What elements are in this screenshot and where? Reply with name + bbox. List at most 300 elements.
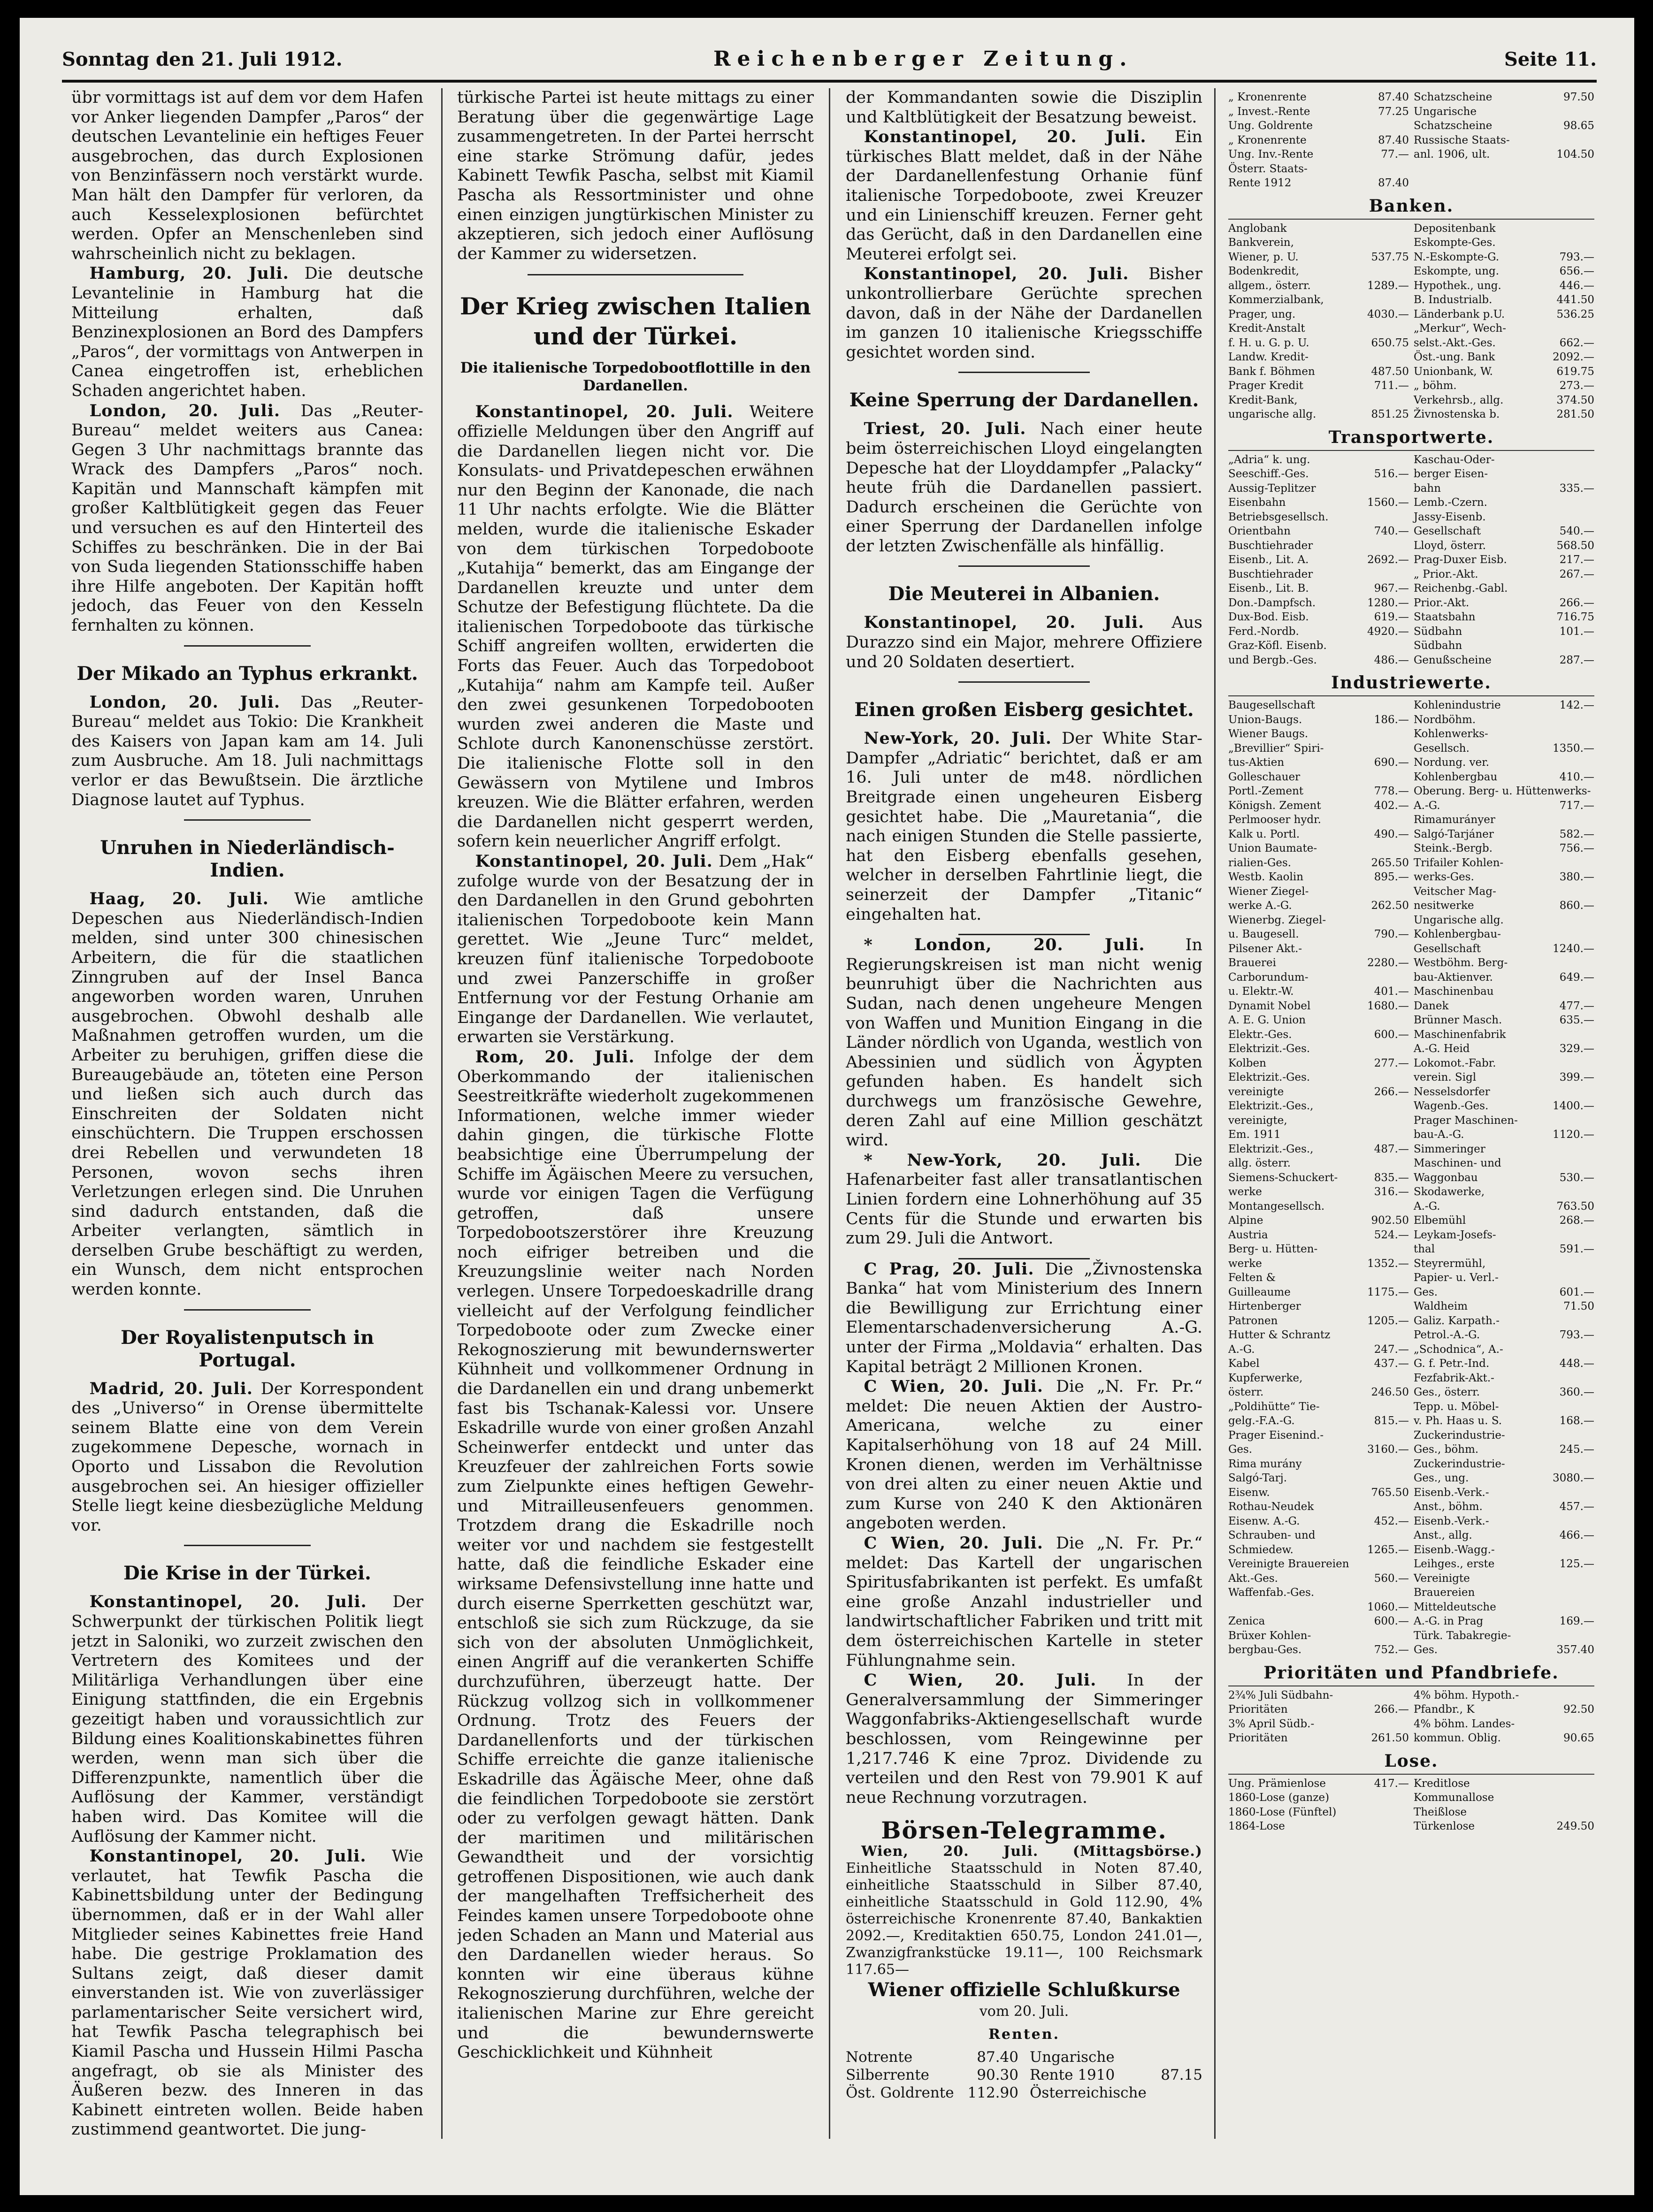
market-entry (1228, 596, 1409, 610)
security-name: Eisenw. A.-G. (1228, 1515, 1300, 1527)
security-price: 1175.— (1367, 1286, 1409, 1298)
market-entry (1414, 1791, 1594, 1805)
security-name: Salgó-Tarj. (1228, 1472, 1287, 1484)
market-entry (1228, 1543, 1409, 1557)
security-name: Ung. Inv.-Rente (1228, 148, 1314, 160)
security-name: Siemens-Schuckert- (1228, 1171, 1338, 1184)
security-name: Eisenb.-Verk.- (1414, 1515, 1489, 1527)
market-entry (1228, 1228, 1409, 1243)
security-name: Brauerei (1228, 957, 1276, 969)
security-price: 217.— (1559, 554, 1594, 566)
security-name: Öst. Goldrente (846, 2084, 954, 2101)
security-price: 466.— (1559, 1529, 1594, 1541)
dateline: C Wien, 20. Juli. (864, 1533, 1043, 1553)
security-price (1407, 1099, 1409, 1114)
security-name: Pfandbr., K (1414, 1703, 1475, 1716)
market-entry (1414, 1099, 1594, 1114)
security-price: 568.50 (1556, 539, 1594, 552)
market-entry (1228, 899, 1409, 913)
security-name: „ Kronenrente (1228, 91, 1307, 103)
security-price (1592, 1457, 1594, 1472)
market-entry (1414, 1299, 1594, 1314)
section-heading: Transportwerte. (1328, 427, 1494, 447)
security-price: 98.65 (1563, 120, 1594, 132)
security-name: allgem., österr. (1228, 279, 1311, 292)
security-name: Schatzscheine (1414, 91, 1492, 103)
security-price: 1120.— (1553, 1129, 1594, 1141)
renten-entry (1030, 2084, 1202, 2102)
headline: Der Royalistenputsch in Portugal. (121, 1326, 374, 1371)
security-price: 104.50 (1556, 148, 1594, 160)
security-price (1407, 1042, 1409, 1056)
security-name: „Merkur“, Wech- (1414, 322, 1507, 335)
security-price: 360.— (1559, 1386, 1594, 1398)
security-price: 4920.— (1367, 625, 1409, 638)
security-price (1407, 1199, 1409, 1214)
market-entry (1414, 236, 1594, 250)
security-name: Maschinen- und (1414, 1157, 1501, 1169)
security-name: werke (1228, 1257, 1262, 1270)
security-name: Eisenb., Lit. A. (1228, 554, 1309, 566)
security-name: Bankverein, (1228, 236, 1294, 249)
security-name: „ Kronenrente (1228, 134, 1307, 146)
security-name: Wiener Baugs. (1228, 728, 1309, 740)
security-price: 273.— (1559, 380, 1594, 392)
security-price (1592, 162, 1594, 176)
security-price (1592, 1142, 1594, 1157)
security-name: Brüxer Kohlen- (1228, 1629, 1311, 1642)
masthead (62, 47, 1597, 83)
article-paragraph: Konstantinopel, 20. Juli. Wie verlautet, hat Tewfik Pascha die Kabinettsbildung unter der Bedingung übernommen, daß er in der Wahl aller Mitglieder seines Kabinettes freie Hand habe. Die gestrige Proklamation des Sultans zeigt, daß dieser damit einverstanden ist. Wie von zuverlässiger parlamentarischer Seite versichert wird, hat Tewfik Pascha telegraphisch bei Kiamil Pascha und Hussein Hilmi Pascha angefragt, ob sie als Minister des Äußeren bezw. des Inneren in das Kabinett eintreten wollen. Beide haben zustimmend geantwortet. Die jung- (71, 1846, 423, 2139)
security-name: selst.-Akt.-Ges. (1414, 336, 1496, 349)
security-price: 247.— (1374, 1343, 1409, 1356)
market-entry (1414, 1142, 1594, 1157)
market-entry (1228, 1099, 1409, 1114)
security-name: Ges., ung. (1414, 1472, 1469, 1484)
security-price: 1060.— (1367, 1601, 1409, 1613)
dateline: Konstantinopel, 20. Juli. (864, 127, 1147, 147)
renten-entry (846, 2084, 1018, 2102)
market-entry (1414, 698, 1594, 713)
security-name: B. Industrialb. (1414, 294, 1492, 306)
market-entry (1228, 379, 1409, 393)
market-entry (1414, 1357, 1594, 1371)
security-price (1407, 1457, 1409, 1472)
market-table (1228, 1686, 1594, 1746)
page-number: Seite 11. (1504, 48, 1597, 70)
security-price (1407, 885, 1409, 899)
security-price (1592, 713, 1594, 727)
market-entry (1414, 307, 1594, 322)
market-entry (1414, 927, 1594, 942)
market-entry (1228, 1056, 1409, 1071)
newspaper-title: Reichenberger Zeitung. (713, 47, 1133, 71)
security-name: Wienerbg. Ziegel- (1228, 914, 1326, 926)
dateline: Triest, 20. Juli. (864, 419, 1026, 439)
security-name: Waffenfab.-Ges. (1228, 1587, 1315, 1599)
market-entry (1228, 870, 1409, 885)
security-price (1592, 639, 1594, 653)
security-price: 530.— (1559, 1171, 1594, 1184)
security-name: Petrol.-A.-G. (1414, 1329, 1480, 1341)
security-name: Orientbahn (1228, 525, 1291, 537)
security-name: Anst., allg. (1414, 1529, 1472, 1541)
market-entry (1228, 813, 1409, 827)
security-name: Union Baumate- (1228, 842, 1317, 854)
market-entry (1228, 1142, 1409, 1157)
security-price (1407, 942, 1409, 956)
security-name: Rima murány (1228, 1457, 1302, 1470)
market-entry (1414, 813, 1594, 827)
market-entry (1228, 105, 1409, 119)
security-name: Zenica (1228, 1615, 1265, 1627)
security-name: Kaschau-Oder- (1414, 453, 1495, 466)
security-price: 287.— (1559, 654, 1594, 666)
security-name: Elektrizit.-Ges. (1228, 1043, 1310, 1055)
security-price (1592, 105, 1594, 119)
market-entry (1228, 942, 1409, 956)
security-price: 169.— (1559, 1615, 1594, 1627)
security-name: Maschinenbau (1414, 985, 1494, 998)
security-price: 860.— (1559, 900, 1594, 912)
security-price (1407, 453, 1409, 467)
security-name: Pilsener Akt.- (1228, 942, 1302, 955)
security-name: Westb. Kaolin (1228, 871, 1304, 883)
security-name: Kredit-Anstalt (1228, 322, 1305, 335)
market-entry (1414, 133, 1594, 148)
security-price (1592, 1342, 1594, 1357)
renten-entry (846, 2066, 1018, 2084)
security-name: Fezfabrik-Akt.- (1414, 1372, 1494, 1384)
security-price: 524.— (1374, 1228, 1409, 1241)
market-entry (1228, 1717, 1409, 1731)
market-entry (1414, 1228, 1594, 1243)
security-price (1592, 1156, 1594, 1171)
security-price (1407, 1791, 1409, 1805)
section-heading: Banken. (1369, 196, 1454, 216)
security-name: werke A.-G. (1228, 900, 1292, 912)
security-price: 97.50 (1563, 91, 1594, 103)
market-entry (1228, 841, 1409, 856)
market-entry (1414, 610, 1594, 625)
market-headline: Börsen-Telegramme. (881, 1816, 1167, 1845)
market-entry (1414, 1042, 1594, 1056)
market-entry (1414, 1629, 1594, 1643)
market-entry (1228, 453, 1409, 467)
security-name: Buschtiehrader (1228, 568, 1313, 580)
security-name: Waldheim (1414, 1300, 1468, 1312)
security-name: „Poldihütte“ Tie- (1228, 1400, 1320, 1413)
security-price (1407, 1299, 1409, 1314)
security-name: Rente 1910 (1030, 2066, 1115, 2083)
security-price: 3160.— (1367, 1443, 1409, 1456)
market-entry (1414, 1777, 1594, 1791)
security-name: Rimamurányer (1414, 814, 1495, 826)
market-entry (1228, 970, 1409, 985)
market-entry (1414, 1342, 1594, 1357)
market-entry (1414, 1070, 1594, 1085)
market-entry (1414, 1486, 1594, 1500)
security-price (1407, 567, 1409, 582)
security-name: Dynamit Nobel (1228, 999, 1311, 1012)
security-price (1407, 1500, 1409, 1514)
market-entry (1228, 336, 1409, 351)
security-price (1407, 1128, 1409, 1142)
market-paragraph: Wien, 20. Juli. (Mittagsbörse.) Einheitliche Staatsschuld in Noten 87.40, einheitliche Staatsschuld in Silber 87.40, einheitliche Staatsschuld in Gold 112.90, 4% österreichische Kronenrente 87.40, Bankaktien 2092.—, Kreditaktien 650.75, London 241.01—, Zwanzigfrankstücke 19.11—, 100 Reichsmark 117.65— (846, 1843, 1202, 1978)
security-name: Veitscher Mag- (1414, 885, 1496, 898)
security-name: Landw. Kredit- (1228, 351, 1309, 363)
security-name: Elektrizit.-Ges., (1228, 1143, 1314, 1155)
security-price: 619.— (1374, 611, 1409, 623)
market-entry (1228, 176, 1409, 191)
market-entry (1414, 1285, 1594, 1300)
security-price: 1350.— (1553, 742, 1594, 755)
market-entry (1414, 90, 1594, 105)
market-entry (1228, 350, 1409, 365)
headline: Die Krise in der Türkei. (123, 1562, 371, 1585)
security-name: Südbahn (1414, 625, 1462, 638)
security-price: 452.— (1374, 1515, 1409, 1527)
security-name: Zuckerindustrie- (1414, 1429, 1505, 1442)
market-entry (1414, 1199, 1594, 1214)
headline: Die Meuterei in Albanien. (888, 583, 1160, 605)
market-entry (1228, 481, 1409, 496)
market-entry (1414, 1271, 1594, 1285)
market-entry (1228, 698, 1409, 713)
security-name: 1860-Lose (Fünftel) (1228, 1806, 1337, 1818)
security-name: Südbahn (1414, 640, 1462, 652)
market-entry (1414, 1471, 1594, 1486)
security-name: Schmiedew. (1228, 1543, 1293, 1556)
security-price: 763.50 (1556, 1200, 1594, 1213)
security-price (1407, 1528, 1409, 1543)
security-name: Ges. (1414, 1286, 1438, 1298)
security-name: bergbau-Ges. (1228, 1644, 1302, 1656)
security-price: 1205.— (1367, 1314, 1409, 1327)
security-price (1407, 770, 1409, 785)
security-price: 756.— (1559, 842, 1594, 854)
market-entry (1414, 639, 1594, 653)
security-name: Westböhm. Berg- (1414, 957, 1508, 969)
security-name: Unionbank, W. (1414, 365, 1493, 378)
security-price: 765.50 (1371, 1486, 1409, 1499)
security-name: Vereinigte (1414, 1572, 1470, 1585)
market-entry (1414, 741, 1594, 756)
market-entry (1414, 653, 1594, 668)
security-name: N.-Eskompte-G. (1414, 251, 1500, 263)
market-entry (1228, 365, 1409, 379)
article-paragraph: Konstantinopel, 20. Juli. Aus Durazzo sind ein Major, mehrere Offiziere und 20 Soldaten desertiert. (846, 613, 1202, 671)
security-price: 790.— (1374, 928, 1409, 940)
security-price: 77.— (1381, 148, 1409, 160)
security-name: Länderbank p.U. (1414, 308, 1505, 320)
security-price: 591.— (1559, 1243, 1594, 1255)
security-name: Golleschauer (1228, 770, 1301, 783)
market-entry (1228, 885, 1409, 899)
security-name: f. H. u. G. p. U. (1228, 336, 1309, 349)
security-name: Kabel (1228, 1358, 1260, 1370)
security-name: Austria (1228, 1228, 1268, 1241)
security-name: Silberrente (846, 2066, 930, 2083)
security-price: 582.— (1559, 828, 1594, 840)
security-name: Portl.-Zement (1228, 785, 1304, 797)
market-entry (1228, 1285, 1409, 1300)
security-price (1592, 1717, 1594, 1731)
article-paragraph: Hamburg, 20. Juli. Die deutsche Levantelinie in Hamburg hat die Mitteilung erhalten, daß Benzinexplosionen an Bord des Dampfers „Paros“, der vormittags von Antwerpen in Canea eingetroffen ist, erheblichen Schaden angerichtet haben. (71, 264, 423, 400)
market-entry (1414, 755, 1594, 770)
security-name: Prager Maschinen- (1414, 1114, 1518, 1127)
security-price (1407, 741, 1409, 756)
market-entry (1414, 1371, 1594, 1386)
security-price: 487.50 (1371, 365, 1409, 378)
market-entry (1228, 539, 1409, 553)
market-entry (1228, 467, 1409, 481)
subheadline: Die italienische Torpedobootflottille in den Dardanellen. (460, 359, 811, 395)
market-entry (1228, 913, 1409, 928)
market-entry (1228, 1357, 1409, 1371)
market-entry (1414, 481, 1594, 496)
market-entry (1414, 1428, 1594, 1443)
renten-entry (1030, 2048, 1202, 2066)
security-name: Ges. (1228, 1443, 1253, 1456)
market-entry (1228, 1242, 1409, 1257)
security-price (1407, 510, 1409, 525)
market-entry (1414, 467, 1594, 481)
security-price (1592, 984, 1594, 999)
dateline: New-York, 20. Juli. (864, 729, 1052, 748)
security-name: Kohlenwerks- (1414, 728, 1488, 740)
market-table (1228, 695, 1594, 1657)
security-price: 281.50 (1556, 408, 1594, 420)
security-price (1407, 293, 1409, 307)
security-name: Vereinigte Brauereien (1228, 1558, 1349, 1570)
article-paragraph: Konstantinopel, 20. Juli. Dem „Hak“ zufolge wurde von der Besatzung der in den Dardanellen in den Grund gebohrten italienischen Torpedoboote kein Mann gerettet. Wie „Jeune Turc“ meldet, kreuzen fünf italienische Torpedoboote und zwei Panzerschiffe in großer Entfernung vor der Festung Orhanie am Eingange der Dardanellen. Wie verlautet, erwarten sie Verstärkung. (457, 852, 814, 1047)
security-name: Rothau-Neudek (1228, 1501, 1314, 1513)
separator (958, 681, 1090, 683)
market-entry (1228, 625, 1409, 639)
article-paragraph: C Prag, 20. Juli. Die „Živnostenska Banka“ hat vom Ministerium des Innern die Bewilligung zur Errichtung einer Elementarschadenversicherung A.-G. unter der Firma „Moldavia“ erhalten. Das Kapital beträgt 2 Millionen Kronen. (846, 1259, 1202, 1376)
market-entry (1414, 1557, 1594, 1571)
column-rule (829, 88, 830, 2139)
security-price: 374.50 (1556, 394, 1594, 406)
security-price (1407, 1156, 1409, 1171)
security-price: 410.— (1559, 770, 1594, 783)
market-entry (1414, 1543, 1594, 1557)
security-price (1407, 1471, 1409, 1486)
security-name: Elektrizit.-Ges., (1228, 1100, 1314, 1112)
security-name: Steink.-Bergb. (1414, 842, 1493, 854)
article-paragraph: Konstantinopel, 20. Juli. Bisher unkontrollierbare Gerüchte sprechen davon, daß in der Nähe der Dardanellen im ganzen 10 italienische Kriegsschiffe gesichtet worden sind. (846, 264, 1202, 362)
security-price (1592, 1400, 1594, 1414)
security-name: Ungarische (1414, 105, 1477, 118)
security-price: 1265.— (1367, 1543, 1409, 1556)
market-entry (1228, 1471, 1409, 1486)
security-name: Kohlenbergbau (1414, 770, 1498, 783)
security-price: 417.— (1374, 1777, 1409, 1790)
security-name: werke (1228, 1186, 1262, 1198)
security-price: 401.— (1374, 985, 1409, 998)
security-price (1407, 539, 1409, 553)
security-price: 262.50 (1371, 900, 1409, 912)
security-name: Perlmooser hydr. (1228, 814, 1321, 826)
column-2 (457, 88, 814, 2143)
security-price (1407, 1717, 1409, 1731)
security-price: 446.— (1559, 279, 1594, 292)
security-price (1407, 1371, 1409, 1386)
security-name: verein. Sigl (1414, 1071, 1477, 1083)
security-name: ungarische allg. (1228, 408, 1316, 420)
security-price (1592, 221, 1594, 236)
market-entry (1414, 510, 1594, 525)
market-entry (1414, 1702, 1594, 1717)
security-price (1407, 350, 1409, 365)
market-entry (1228, 524, 1409, 539)
security-name: Aussig-Teplitzer (1228, 482, 1316, 495)
market-entry (1414, 841, 1594, 856)
column-rule (441, 88, 443, 2139)
market-entry (1414, 799, 1594, 813)
security-name: und Bergb.-Ges. (1228, 654, 1317, 666)
security-name: u. Elektr.-W. (1228, 985, 1294, 998)
security-name: Wagenb.-Ges. (1414, 1100, 1489, 1112)
security-price (1407, 1428, 1409, 1443)
article-paragraph: * London, 20. Juli. In Regierungskreisen ist man nicht wenig beunruhigt über die Nachrichten aus Sudan, nach denen ungeheure Mengen von Waffen und Munition Eingang in die Länder nördlich von Uganda, westlich von Abessinien und südlich von Ägypten gefunden haben. Es handelt sich durchwegs um französische Gewehre, deren Zahl auf eine Million geschätzt wird. (846, 935, 1202, 1150)
security-price (1592, 927, 1594, 942)
security-price (1592, 1805, 1594, 1820)
security-name: Kupferwerke, (1228, 1372, 1303, 1384)
security-name: Ungarische allg. (1414, 914, 1504, 926)
market-entry (1228, 1528, 1409, 1543)
security-name: Königsh. Zement (1228, 799, 1321, 812)
security-price (1592, 1777, 1594, 1791)
security-name: Lokomot.-Fabr. (1414, 1057, 1496, 1069)
security-price (1407, 727, 1409, 741)
security-name: Dux-Bod. Eisb. (1228, 611, 1309, 623)
market-entry (1414, 453, 1594, 467)
market-entry (1228, 581, 1409, 596)
market-entry (1414, 1128, 1594, 1142)
market-entry (1414, 856, 1594, 870)
security-name: österr. (1228, 1386, 1264, 1398)
section-heading: Industriewerte. (1331, 673, 1492, 693)
security-name: gelg.-F.A.-G. (1228, 1415, 1295, 1427)
security-name: Lemb.-Czern. (1414, 496, 1487, 509)
security-name: Kredit-Bank, (1228, 394, 1298, 406)
security-price: 399.— (1559, 1071, 1594, 1083)
security-name: bahn (1414, 482, 1441, 495)
security-name: Salgó-Tarjáner (1414, 828, 1494, 840)
security-price: 793.— (1559, 251, 1594, 263)
security-price (1592, 467, 1594, 481)
market-entry (1228, 1791, 1409, 1805)
market-entry (1228, 567, 1409, 582)
security-price: 2092.— (1553, 351, 1594, 363)
security-price: 649.— (1559, 971, 1594, 984)
security-name: anl. 1906, ult. (1414, 148, 1490, 160)
security-name: „Schodnica“, A.- (1414, 1343, 1503, 1356)
security-price: 851.25 (1371, 408, 1409, 420)
separator (958, 372, 1090, 373)
security-price (1592, 176, 1594, 191)
section-heading: Prioritäten und Pfandbriefe. (1263, 1663, 1559, 1683)
renten-entry (846, 2048, 1018, 2066)
market-entry (1414, 1731, 1594, 1746)
market-entry (1228, 1271, 1409, 1285)
security-price (1592, 1114, 1594, 1128)
security-price: 448.— (1559, 1358, 1594, 1370)
market-entry (1228, 133, 1409, 148)
market-entry (1228, 1342, 1409, 1357)
